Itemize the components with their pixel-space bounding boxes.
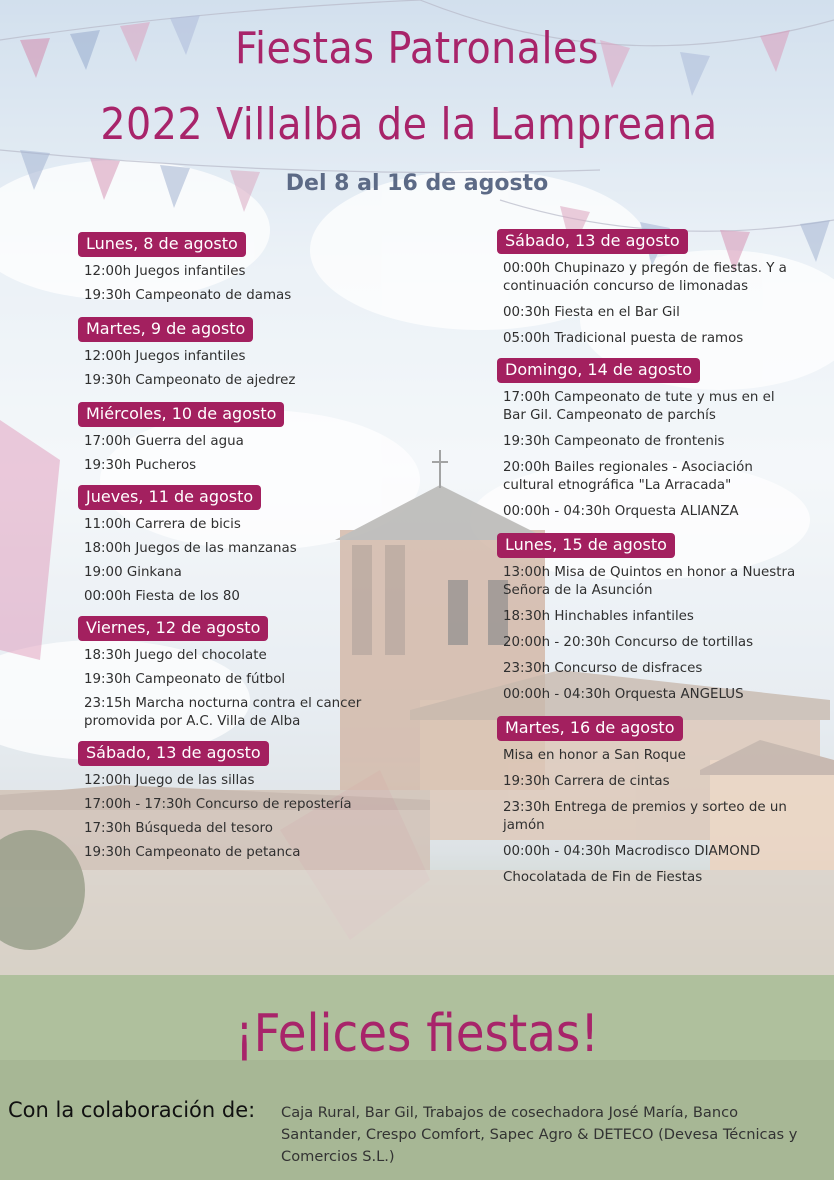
event-item: 00:00h Chupinazo y pregón de fiestas. Y a continuación concurso de limonadas bbox=[503, 261, 787, 294]
event-item: 19:00 Ginkana bbox=[84, 565, 182, 580]
event-item: 00:00h Fiesta de los 80 bbox=[84, 589, 240, 604]
event-item: 17:00h Guerra del agua bbox=[84, 434, 244, 449]
event-item: 23:30h Entrega de premios y sorteo de un jamón bbox=[503, 800, 787, 833]
event-item: 11:00h Carrera de bicis bbox=[84, 517, 241, 532]
event-item: 17:30h Búsqueda del tesoro bbox=[84, 821, 273, 836]
event-item: 12:00h Juego de las sillas bbox=[84, 773, 255, 788]
day-label: Viernes, 12 de agosto bbox=[78, 616, 268, 641]
event-item: 20:00h - 20:30h Concurso de tortillas bbox=[503, 635, 754, 650]
day-label: Martes, 9 de agosto bbox=[78, 317, 253, 342]
schedule-left-column bbox=[78, 232, 408, 872]
collaborators-list: Caja Rural, Bar Gil, Trabajos de cosechadora José María, Banco Santander, Crespo Comfort, Sapec Agro & DETECO (Devesa Técnicas y Comercios S.L.) bbox=[281, 1104, 798, 1165]
event-item: 19:30h Pucheros bbox=[84, 458, 197, 473]
day-label: Miércoles, 10 de agosto bbox=[78, 402, 284, 427]
day-block bbox=[78, 741, 408, 862]
event-item: 19:30h Campeonato de ajedrez bbox=[84, 373, 296, 388]
schedule-right-column bbox=[497, 229, 797, 899]
event-item: 00:30h Fiesta en el Bar Gil bbox=[503, 305, 680, 320]
event-item: 18:30h Hinchables infantiles bbox=[503, 609, 694, 624]
day-label: Sábado, 13 de agosto bbox=[78, 741, 269, 766]
event-item: 19:30h Campeonato de damas bbox=[84, 288, 292, 303]
event-item: 19:30h Carrera de cintas bbox=[503, 774, 670, 789]
event-item: 13:00h Misa de Quintos en honor a Nuestra Señora de la Asunción bbox=[503, 565, 796, 598]
day-label: Martes, 16 de agosto bbox=[497, 716, 683, 741]
day-block bbox=[78, 402, 408, 475]
event-item: 19:30h Campeonato de frontenis bbox=[503, 434, 725, 449]
day-label: Sábado, 13 de agosto bbox=[497, 229, 688, 254]
day-block bbox=[497, 716, 797, 887]
closing-greeting: ¡Felices fiestas! bbox=[234, 1004, 600, 1064]
day-label: Lunes, 8 de agosto bbox=[78, 232, 246, 257]
day-label: Jueves, 11 de agosto bbox=[78, 485, 261, 510]
title-line-2: 2022 Villalba de la Lampreana bbox=[100, 99, 718, 150]
day-block bbox=[78, 616, 408, 731]
event-item: 20:00h Bailes regionales - Asociación cultural etnográfica "La Arracada" bbox=[503, 460, 753, 493]
event-item: 00:00h - 04:30h Orquesta ANGELUS bbox=[503, 687, 744, 702]
day-block bbox=[78, 485, 408, 606]
day-label: Domingo, 14 de agosto bbox=[497, 358, 700, 383]
day-block bbox=[497, 533, 797, 704]
event-item: 05:00h Tradicional puesta de ramos bbox=[503, 331, 744, 346]
day-label: Lunes, 15 de agosto bbox=[497, 533, 675, 558]
event-item: 00:00h - 04:30h Macrodisco DIAMOND bbox=[503, 844, 761, 859]
event-item: Misa en honor a San Roque bbox=[503, 748, 686, 763]
date-range-subtitle: Del 8 al 16 de agosto bbox=[285, 171, 549, 196]
day-block bbox=[497, 358, 797, 521]
event-item: 19:30h Campeonato de fútbol bbox=[84, 672, 286, 687]
event-item: 19:30h Campeonato de petanca bbox=[84, 845, 301, 860]
event-item: 12:00h Juegos infantiles bbox=[84, 349, 246, 364]
event-item: 00:00h - 04:30h Orquesta ALIANZA bbox=[503, 504, 739, 519]
event-item: 18:00h Juegos de las manzanas bbox=[84, 541, 297, 556]
event-item: 17:00h Campeonato de tute y mus en el Bar Gil. Campeonato de parchís bbox=[503, 390, 775, 423]
event-item: 17:00h - 17:30h Concurso de repostería bbox=[84, 797, 352, 812]
day-block bbox=[78, 317, 408, 390]
event-item: 12:00h Juegos infantiles bbox=[84, 264, 246, 279]
event-item: 23:30h Concurso de disfraces bbox=[503, 661, 703, 676]
day-block bbox=[497, 229, 797, 348]
day-block bbox=[78, 232, 408, 305]
event-item: Chocolatada de Fin de Fiestas bbox=[503, 870, 703, 885]
collaboration-label: Con la colaboración de: bbox=[8, 1098, 256, 1122]
event-item: 18:30h Juego del chocolate bbox=[84, 648, 267, 663]
title-line-1: Fiestas Patronales bbox=[234, 23, 600, 74]
event-item: 23:15h Marcha nocturna contra el cancer promovida por A.C. Villa de Alba bbox=[84, 696, 362, 729]
